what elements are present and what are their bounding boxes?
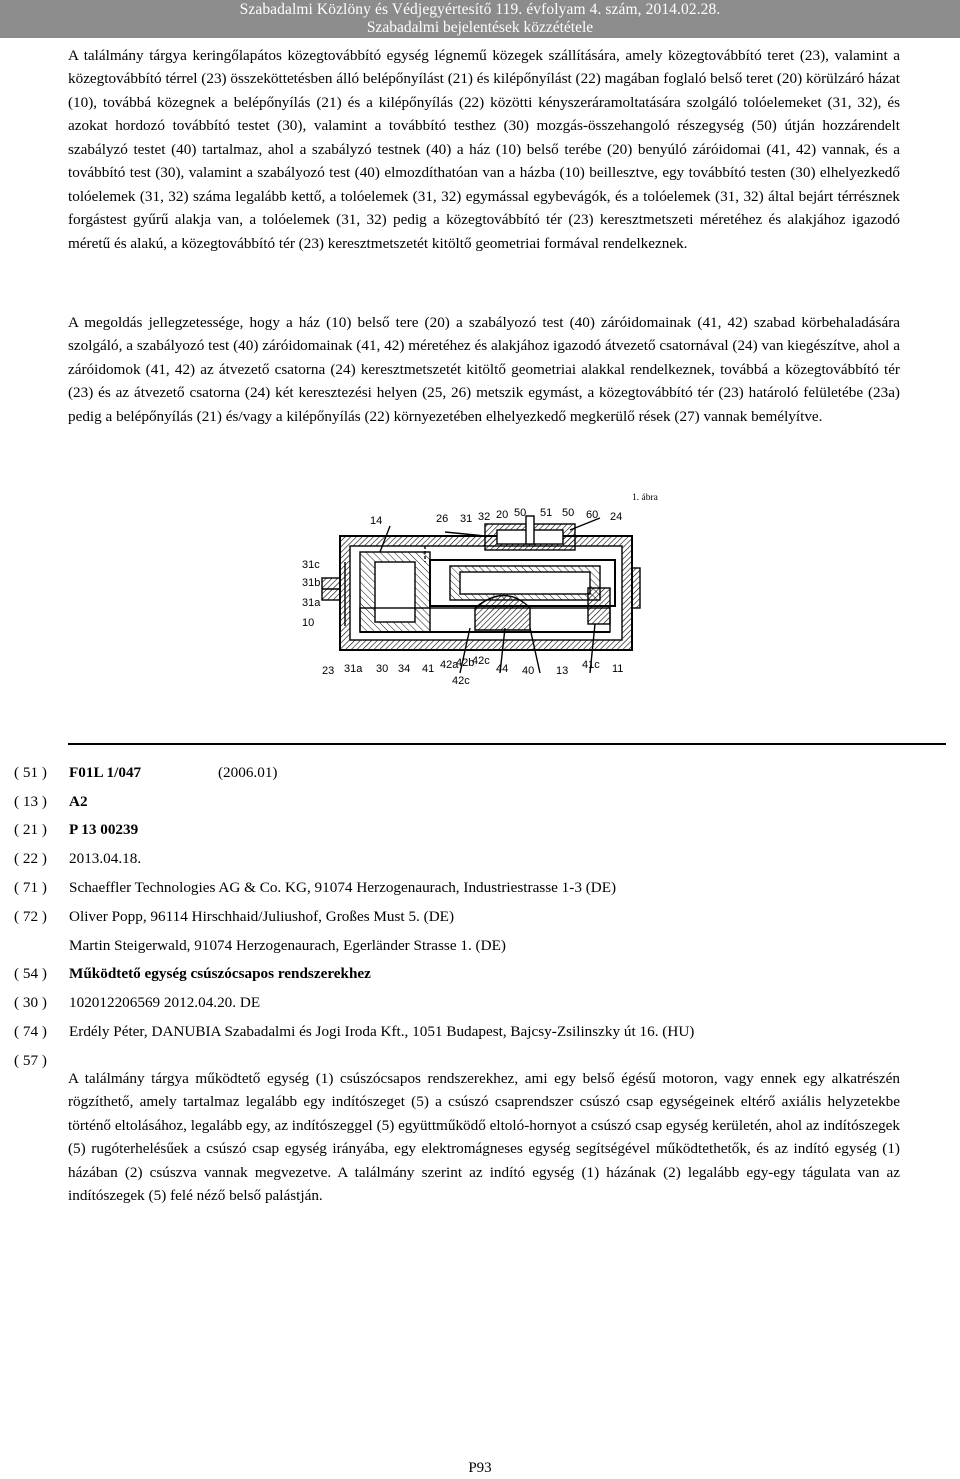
- figure-label: 11: [612, 663, 624, 675]
- inid-code: ( 30 ): [14, 994, 47, 1011]
- applicant: Schaeffler Technologies AG & Co. KG, 91074 Herzogenaurach, Industriestrasse 1-3 (DE): [69, 879, 617, 896]
- representative: Erdély Péter, DANUBIA Szabadalmi és Jogi Iroda Kft., 1051 Budapest, Bajcsy-Zsilinszky út 16. (HU): [69, 1023, 695, 1040]
- drawing-geometry: [322, 516, 640, 673]
- section-title: Szabadalmi bejelentések közzététele: [366, 19, 594, 36]
- inid-code: ( 21 ): [14, 821, 47, 838]
- figure-label: 10: [302, 617, 315, 629]
- inid-code: ( 51 ): [14, 764, 47, 781]
- figure-label: 41: [422, 663, 435, 675]
- inid-code: ( 13 ): [14, 793, 47, 810]
- figure-label: 14: [370, 515, 383, 527]
- inid-code: ( 54 ): [14, 965, 47, 982]
- invention-title: Működtető egység csúszócsapos rendszerekhez: [69, 965, 371, 982]
- figure-label: 30: [376, 663, 389, 675]
- figure-label: 44: [496, 663, 509, 675]
- figure-label: 24: [610, 511, 623, 523]
- figure-caption: 1. ábra: [632, 493, 658, 503]
- figure-label: 13: [556, 665, 569, 677]
- ipc-version: (2006.01): [218, 764, 278, 781]
- figure-label: 50: [562, 508, 575, 519]
- inid-code: ( 22 ): [14, 850, 47, 867]
- figure-label: 32: [478, 511, 491, 523]
- figure-label: 31b: [302, 577, 321, 589]
- previous-abstract-paragraph-1: A találmány tárgya keringőlapátos közegtovábbító egység légnemű közegek szállítására, amely közegtovábbító teret (23), valamint a közegtovábbító térrel (23) összeköttetésben álló belépőnyílást (21) és kilépőnyílást (22) magában foglaló belső teret (20) körülzáró házat (10), továbbá közegnek a belépőnyílás (21) és a kilépőnyílás (22) közötti kényszeráramoltatására szolgáló tolóelemeket (31, 32), és azokat hordozó továbbító testet (30), valamint a továbbító testhez (30) mozgás-összehangoló részegység (50) útján hozzárendelt szabályzó testet (40) tartalmaz, ahol a szabályzó testnek (40) a ház (10) belső terébe (20) benyúló záróidomai (41, 42) vannak, és a továbbító test (30), valamint a szabályozó test (40) elmozdíthatóan van a házba (10) beillesztve, egy továbbító testen (30) elhelyezkedő tolóelemek (31, 32) száma legalább kettő, a tolóelemek (31, 32) egymással egybevágók, és a tolóelemek (31, 32) által bejárt térrésznek forgástest gyűrű alakja van, a tolóelemek (31, 32) pedig a közegtovábbító tér (23) keresztmetszeti méretéhez és alakjához igazodó méretű és alakú, a közegtovábbító tér (23) keresztmetszetét kitöltő geometriai formával rendelkeznek.: [68, 47, 900, 252]
- figure-label: 51: [540, 508, 553, 519]
- journal-title: Szabadalmi Közlöny és Védjegyértesítő 119. évfolyam 4. szám, 2014.02.28.: [239, 1, 721, 18]
- inid-code: ( 74 ): [14, 1023, 47, 1040]
- filing-date: 2013.04.18.: [69, 850, 142, 867]
- priority-data: 102012206569 2012.04.20. DE: [69, 994, 261, 1011]
- figure-label: 40: [522, 665, 535, 677]
- figure-label: 50: [514, 508, 527, 519]
- abstract-text: A találmány tárgya működtető egység (1) csúszócsapos rendszerekhez, ami egy belső égésű motoron, vagy ennek egy alkatrészén rögzíthető, amely tartalmaz legalább egy indítószeget (5) a csúszó csaprendszer csúszó csap egységeinek eltérő axiális helyzetekbe történő eltolásához, legalább egy, az indítószeggel (5) együttműködő eltoló-hornyot a csúszó csap egység kerületén, ahol az indítószegek (5) rugóterhelésűek a csúszó csap egység irányába, egy elektromágneses egység segítségével működtethetők, és az indító egység (1) házában (2) csúszva vannak megvezetve. A találmány szerint az indító egység (1) házának (2) legalább egy-egy tágulata van az indítószegek (5) felé néző belső palástján.: [68, 1070, 900, 1205]
- figure-label: 31: [460, 513, 473, 525]
- figure-label: 34: [398, 663, 411, 675]
- figure-label: 23: [322, 665, 335, 677]
- publication-header: [0, 0, 960, 38]
- inventor: Oliver Popp, 96114 Hirschhaid/Juliushof, Großes Must 5. (DE): [69, 908, 454, 925]
- inid-code: ( 57 ): [14, 1052, 47, 1069]
- figure-label: 26: [436, 513, 449, 525]
- page-number: P93: [468, 1460, 492, 1476]
- section-divider: [68, 743, 946, 745]
- figure-label: 31c: [302, 559, 320, 571]
- inid-code: ( 71 ): [14, 879, 47, 896]
- figure-label: 20: [496, 509, 509, 521]
- previous-abstract-paragraph-2: A megoldás jellegzetessége, hogy a ház (10) belső tere (20) a szabályozó test (40) záróidomainak (41, 42) szabad körbehaladására szolgáló, a szabályozó test (40) záróidomainak (41, 42) méretéhez és alakjához igazodó átvezető csatornával (24) van kiegészítve, ahol a záróidomok (41, 42) az átvezető csatorna (24) keresztmetszetét kitöltő geometriai alakkal rendelkeznek, továbbá a közegtovábbító tér (23) és az átvezető csatorna (24) két keresztezési helyen (25, 26) metszik egymást, a közegtovábbító tér (23) határoló felületébe (23a) pedig a belépőnyílás (21) és/vagy a kilépőnyílás (22) környezetében elhelyezkedő megkerülő rések (27) vannak bemélyítve.: [68, 314, 900, 425]
- ipc-classification: F01L 1/047: [69, 764, 142, 781]
- figure-label: 31a: [344, 663, 363, 675]
- inventor: Martin Steigerwald, 91074 Herzogenaurach, Egerländer Strasse 1. (DE): [69, 937, 506, 954]
- figure-label: 42c: [452, 675, 470, 687]
- figure-label: 42c: [472, 655, 490, 667]
- inid-code: ( 72 ): [14, 908, 47, 925]
- technical-drawing: [300, 508, 660, 688]
- figure-label: 42a: [440, 659, 459, 671]
- figure-label: 42b: [456, 657, 475, 669]
- figure-label: 31a: [302, 597, 321, 609]
- document-kind: A2: [69, 793, 88, 810]
- figure-label: 41c: [582, 659, 600, 671]
- application-number: P 13 00239: [69, 821, 139, 838]
- figure-label: 60: [586, 509, 599, 521]
